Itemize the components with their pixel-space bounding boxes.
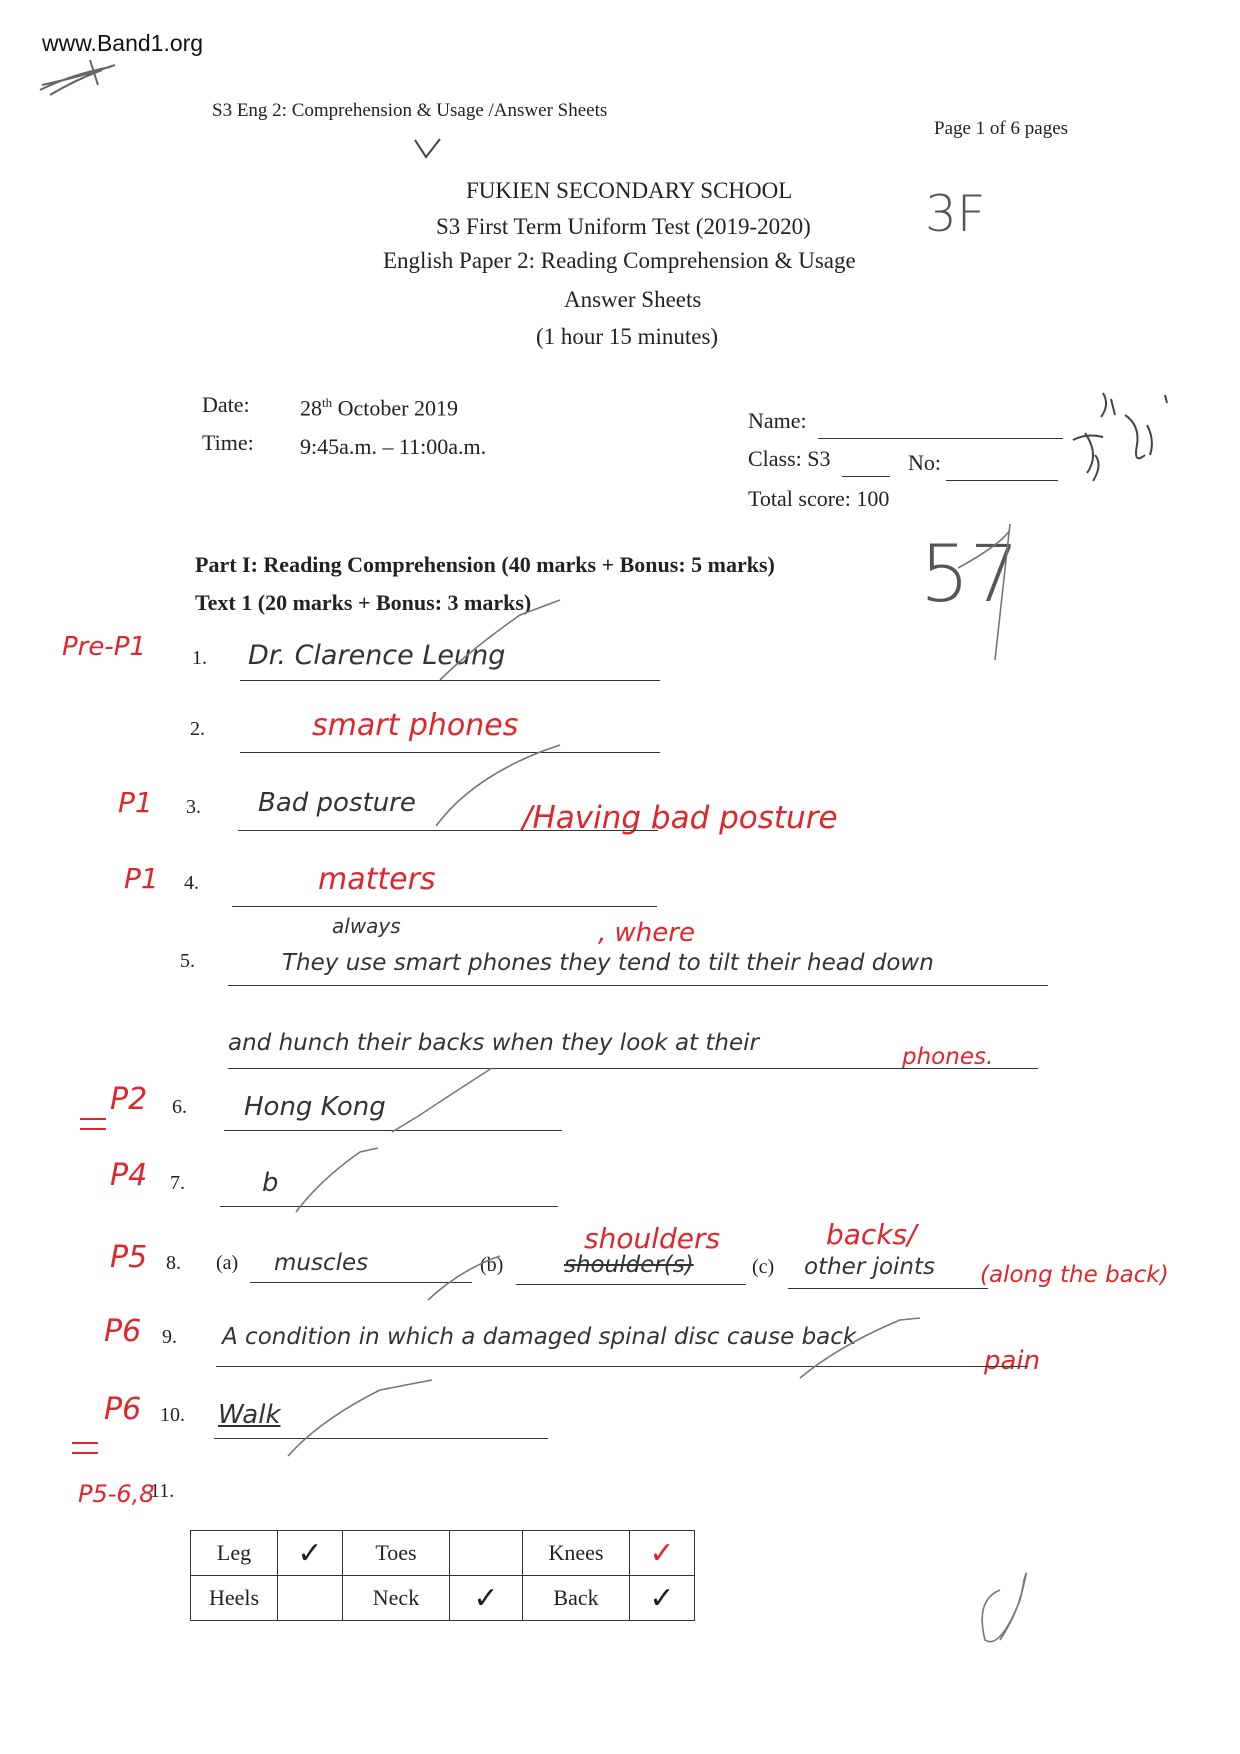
table-row [191, 1531, 695, 1576]
q8-c-correction: (along the back) [980, 1262, 1169, 1288]
handwritten-name-signature [1055, 385, 1215, 505]
q9-tag: P6 [104, 1314, 142, 1349]
q5-answer-line2: and hunch their backs when they look at their [228, 1030, 759, 1056]
q1-line [240, 680, 660, 681]
table-cell-leg: Leg [191, 1531, 278, 1576]
date-day: 28 [300, 395, 322, 421]
q7-line [220, 1206, 558, 1207]
q8-b-label: (b) [480, 1254, 504, 1276]
q9-line [216, 1366, 1028, 1367]
q3-answer: Bad posture [258, 788, 416, 818]
q10-line [214, 1438, 548, 1439]
q8-a-answer: muscles [274, 1250, 369, 1276]
no-line [946, 480, 1058, 481]
q10-divider-mark [72, 1442, 98, 1454]
name-label: Name: [748, 408, 807, 433]
class-note: 3F [925, 185, 986, 243]
test-name: S3 First Term Uniform Test (2019-2020) [436, 214, 811, 239]
q5-line2 [228, 1068, 1038, 1069]
q11-tag: P5-6,8 [78, 1480, 155, 1508]
q4-tag: P1 [124, 862, 159, 895]
q8-number: 8. [166, 1252, 181, 1274]
class-line [842, 476, 890, 477]
q8-c-correction-above: backs/ [826, 1218, 917, 1251]
q9-answer: A condition in which a damaged spinal disc cause back [222, 1324, 857, 1350]
q1-tag: Pre-P1 [62, 632, 146, 662]
q8-a-line [250, 1282, 472, 1283]
text1-title: Text 1 (20 marks + Bonus: 3 marks) [195, 590, 532, 615]
q5-line1 [228, 985, 1048, 986]
q6-tag: P2 [110, 1082, 148, 1117]
q8-c-label: (c) [752, 1256, 775, 1278]
q2-number: 2. [190, 718, 205, 740]
q3-correction: /Having bad posture [522, 800, 838, 836]
q5-insert-always: always [332, 914, 401, 938]
q3-tag: P1 [118, 786, 153, 819]
table-row [191, 1576, 695, 1621]
q8-tag: P5 [110, 1240, 148, 1275]
date-suffix: th [322, 395, 333, 410]
table-cell-toes: Toes [343, 1531, 450, 1576]
score-mark: 57 [920, 530, 1020, 620]
q10-answer: Walk [218, 1400, 281, 1430]
table-tick-back: ✓ [630, 1576, 695, 1621]
q5-answer-line1: They use smart phones they tend to tilt their head down [282, 950, 934, 976]
header-left: S3 Eng 2: Comprehension & Usage /Answer Sheets [212, 100, 608, 121]
date-value [300, 395, 458, 421]
q11-number: 11. [150, 1480, 175, 1502]
q4-line [232, 906, 657, 907]
table-cell-heels: Heels [191, 1576, 278, 1621]
q5-insert-where: , where [598, 918, 695, 948]
q1-answer: Dr. Clarence Leung [248, 640, 506, 671]
q4-number: 4. [184, 872, 199, 894]
q1-number: 1. [192, 647, 207, 669]
q7-answer: b [262, 1168, 279, 1198]
q6-divider-mark [80, 1118, 106, 1130]
table-cell-neck: Neck [343, 1576, 450, 1621]
q6-answer: Hong Kong [244, 1092, 386, 1122]
date-label: Date: [202, 392, 250, 417]
table-tick-heels [278, 1576, 343, 1621]
q9-number: 9. [162, 1326, 177, 1348]
watermark: www.Band1.org [42, 30, 204, 56]
q8-c-line [788, 1288, 988, 1289]
q2-line [240, 752, 660, 753]
q4-correction: matters [318, 862, 436, 897]
part-title: Part I: Reading Comprehension (40 marks + Bonus: 5 marks) [195, 552, 775, 577]
duration: (1 hour 15 minutes) [536, 324, 719, 349]
page-number: Page 1 of 6 pages [934, 118, 1069, 139]
check-mark-icon [410, 135, 450, 165]
q10-number: 10. [160, 1404, 185, 1426]
sheet-name: Answer Sheets [564, 287, 702, 312]
class-label: Class: S3 [748, 446, 831, 471]
table-tick-knees: ✓ [630, 1531, 695, 1576]
table-cell-back: Back [523, 1576, 630, 1621]
date-rest: October 2019 [332, 395, 458, 421]
q5-number: 5. [180, 950, 195, 972]
q3-line [238, 830, 658, 831]
q8-a-label: (a) [216, 1252, 239, 1274]
time-value: 9:45a.m. – 11:00a.m. [300, 434, 487, 459]
body-parts-table [190, 1530, 695, 1621]
table-tick-leg: ✓ [278, 1531, 343, 1576]
table-cell-knees: Knees [523, 1531, 630, 1576]
q3-number: 3. [186, 796, 201, 818]
q8-c-answer: other joints [804, 1254, 936, 1280]
q8-b-correction: shoulders [584, 1222, 721, 1255]
no-label: No: [908, 450, 941, 475]
table-tick-toes [450, 1531, 523, 1576]
q10-tag: P6 [104, 1392, 142, 1427]
time-label: Time: [202, 430, 254, 455]
school-name: FUKIEN SECONDARY SCHOOL [466, 178, 793, 203]
table-tick-neck: ✓ [450, 1576, 523, 1621]
paper-name: English Paper 2: Reading Comprehension & Usage [383, 248, 856, 273]
q9-correction: pain [984, 1346, 1041, 1376]
q5-correction-end: phones. [902, 1044, 994, 1070]
name-line [818, 438, 1063, 439]
q7-tag: P4 [110, 1158, 148, 1193]
q6-line [224, 1130, 562, 1131]
q2-correction: smart phones [312, 708, 519, 743]
q8-b-line [516, 1284, 746, 1285]
q7-number: 7. [170, 1172, 185, 1194]
scribble-mark-icon [30, 55, 150, 165]
total-score-label: Total score: 100 [748, 486, 890, 511]
q8-b-answer: shoulder(s) [564, 1252, 694, 1278]
q6-number: 6. [172, 1096, 187, 1118]
